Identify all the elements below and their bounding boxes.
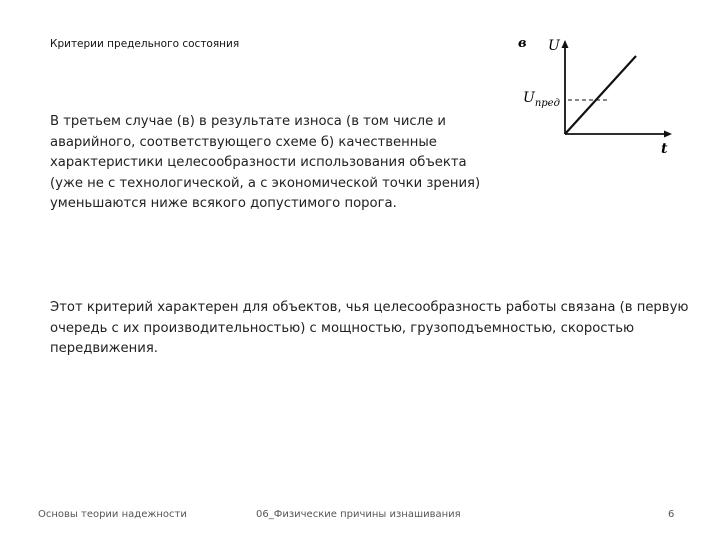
footer-page-number: 6 xyxy=(668,509,675,520)
slide-title: Критерии предельного состояния xyxy=(50,38,240,50)
footer-lecture-title: 06_Физические причины изнашивания xyxy=(256,509,461,520)
wear-line xyxy=(565,56,636,134)
wear-threshold-diagram xyxy=(510,32,690,157)
footer-course-title: Основы теории надежности xyxy=(38,509,187,520)
y-axis-label: U xyxy=(548,38,560,54)
panel-label: в xyxy=(518,36,527,51)
threshold-label-sub: пред xyxy=(534,98,560,109)
x-axis-label: t xyxy=(661,141,668,157)
y-axis-arrow xyxy=(562,40,569,48)
threshold-label xyxy=(523,90,560,109)
paragraph-criterion: Этот критерий характерен для объектов, чья целесообразность работы связана (в первую очередь с их производительностью) с мощностью, грузоподъемностью, скоростью передвижения. xyxy=(50,300,689,356)
threshold-label-main: U xyxy=(523,90,535,106)
x-axis-arrow xyxy=(664,131,672,138)
paragraph-third-case: В третьем случае (в) в результате износа (в том числе и аварийного, соответствующего схеме б) качественные характеристики целесообразности использования объекта (уже не с технологической, а с экономической точки зрения) уменьшаются ниже всякого допустимого порога. xyxy=(50,114,481,211)
